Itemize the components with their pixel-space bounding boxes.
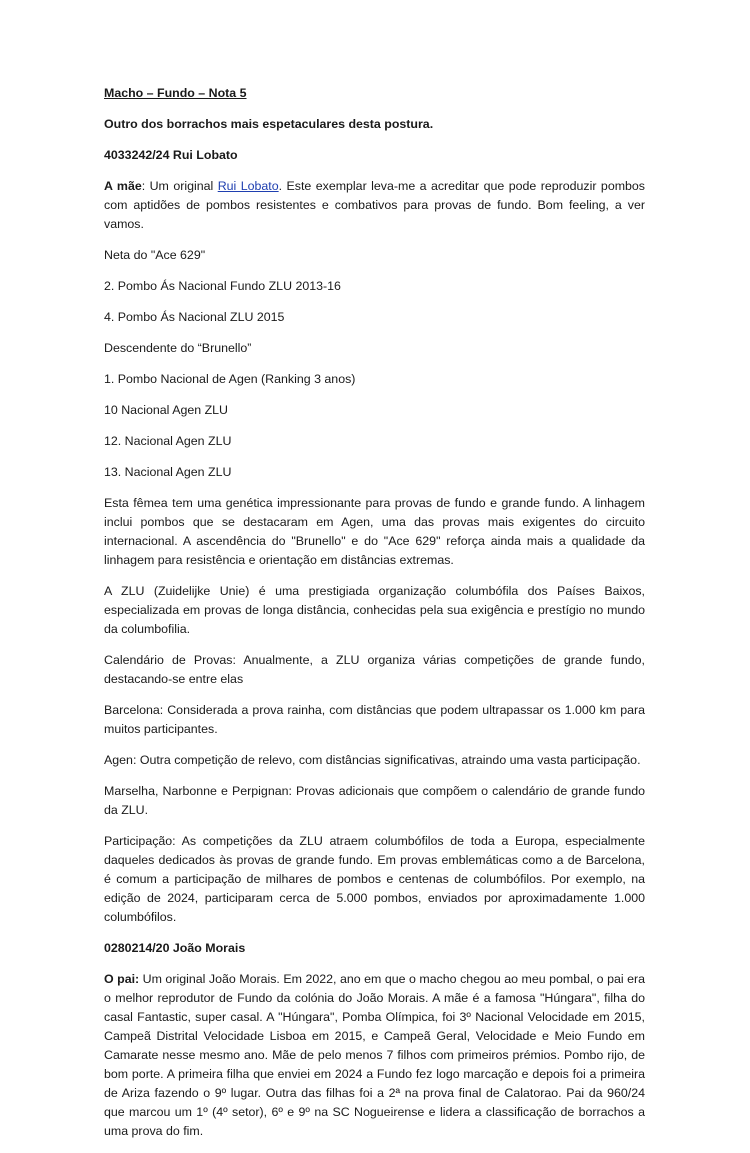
- mae-text-pre: : Um original: [141, 179, 218, 193]
- body-paragraph: Agen: Outra competição de relevo, com distâncias significativas, atraindo uma vasta participação.: [104, 753, 641, 767]
- ring-number-1: 4033242/24 Rui Lobato: [104, 148, 238, 162]
- lineage-line: 13. Nacional Agen ZLU: [104, 465, 232, 479]
- pai-text: Um original João Morais. Em 2022, ano em que o macho chegou ao meu pombal, o pai era o melhor reprodutor de Fundo da colónia do João Morais. A mãe é a famosa "Húngara", filha do casal Fantastic, super casal. A "Húngara", Pomba Olímpica, foi 3º Nacional Velocidade em 2015, Campeã Distrital Velocidade Lisboa em 2015, e Campeã Geral, Velocidade e Meio Fundo em Camarate nesse mesmo ano. Mãe de pelo menos 7 filhos com primeiros prémios. Pombo rijo, de bom porte. A primeira filha que enviei em 2024 a Fundo fez logo marcação e depois foi a primeira de Ariza fazendo o 9º lugar. Outra das filhas foi a 2ª na prova final de Calatorao. Pai da 960/24 que marcou um 1º (4º setor), 6º e 9º na SC Nogueirense e lidera a classificação de borrachos a uma prova do fim.: [104, 972, 646, 1138]
- mae-text-post: . Este exemplar leva-me a acreditar que pode reproduzir pombos com aptidões de pombos resistentes e combativos para provas de fundo. Bom feeling, a ver vamos.: [104, 179, 646, 231]
- body-paragraph: Esta fêmea tem uma genética impressionante para provas de fundo e grande fundo. A linhagem inclui pombos que se destacaram em Agen, uma das provas mais exigentes do circuito internacional. A ascendência do "Brunello" e do "Ace 629" reforça ainda mais a qualidade da linhagem para resistência e orientação em distâncias extremas.: [104, 496, 645, 567]
- mae-paragraph: [104, 177, 645, 234]
- subtitle: Outro dos borrachos mais espetaculares desta postura.: [104, 117, 434, 131]
- body-paragraph: Participação: As competições da ZLU atraem columbófilos de toda a Europa, especialmente daqueles dedicados às provas de grande fundo. Em provas emblemáticas como a de Barcelona, é comum a participação de milhares de pombos e centenas de columbófilos. Por exemplo, na edição de 2024, participaram cerca de 5.000 pombos, enviados por aproximadamente 1.000 columbófilos.: [104, 834, 645, 924]
- pai-label: O pai:: [104, 972, 140, 986]
- body-paragraph: Barcelona: Considerada a prova rainha, com distâncias que podem ultrapassar os 1.000 km para muitos participantes.: [104, 703, 645, 736]
- lineage-line: 10 Nacional Agen ZLU: [104, 403, 228, 417]
- body-paragraph: Calendário de Provas: Anualmente, a ZLU organiza várias competições de grande fundo, destacando-se entre elas: [104, 653, 645, 686]
- lineage-line: 2. Pombo Ás Nacional Fundo ZLU 2013-16: [104, 279, 341, 293]
- document-title: Macho – Fundo – Nota 5: [104, 86, 247, 100]
- pai-paragraph: [104, 970, 645, 1141]
- body-paragraph: Marselha, Narbonne e Perpignan: Provas adicionais que compõem o calendário de grande fundo da ZLU.: [104, 784, 645, 817]
- rui-lobato-link[interactable]: Rui Lobato: [217, 179, 279, 193]
- lineage-line: 1. Pombo Nacional de Agen (Ranking 3 anos): [104, 372, 356, 386]
- mae-label: A mãe: [104, 179, 142, 193]
- document-page: [104, 84, 645, 1153]
- lineage-line: Neta do "Ace 629": [104, 248, 206, 262]
- lineage-line: 4. Pombo Ás Nacional ZLU 2015: [104, 310, 285, 324]
- lineage-line: 12. Nacional Agen ZLU: [104, 434, 232, 448]
- body-paragraph: A ZLU (Zuidelijke Unie) é uma prestigiada organização columbófila dos Países Baixos, especializada em provas de longa distância, conhecidas pela sua exigência e prestígio no mundo da columbofilia.: [104, 584, 645, 636]
- lineage-line: Descendente do “Brunello”: [104, 341, 252, 355]
- ring-number-2: 0280214/20 João Morais: [104, 941, 246, 955]
